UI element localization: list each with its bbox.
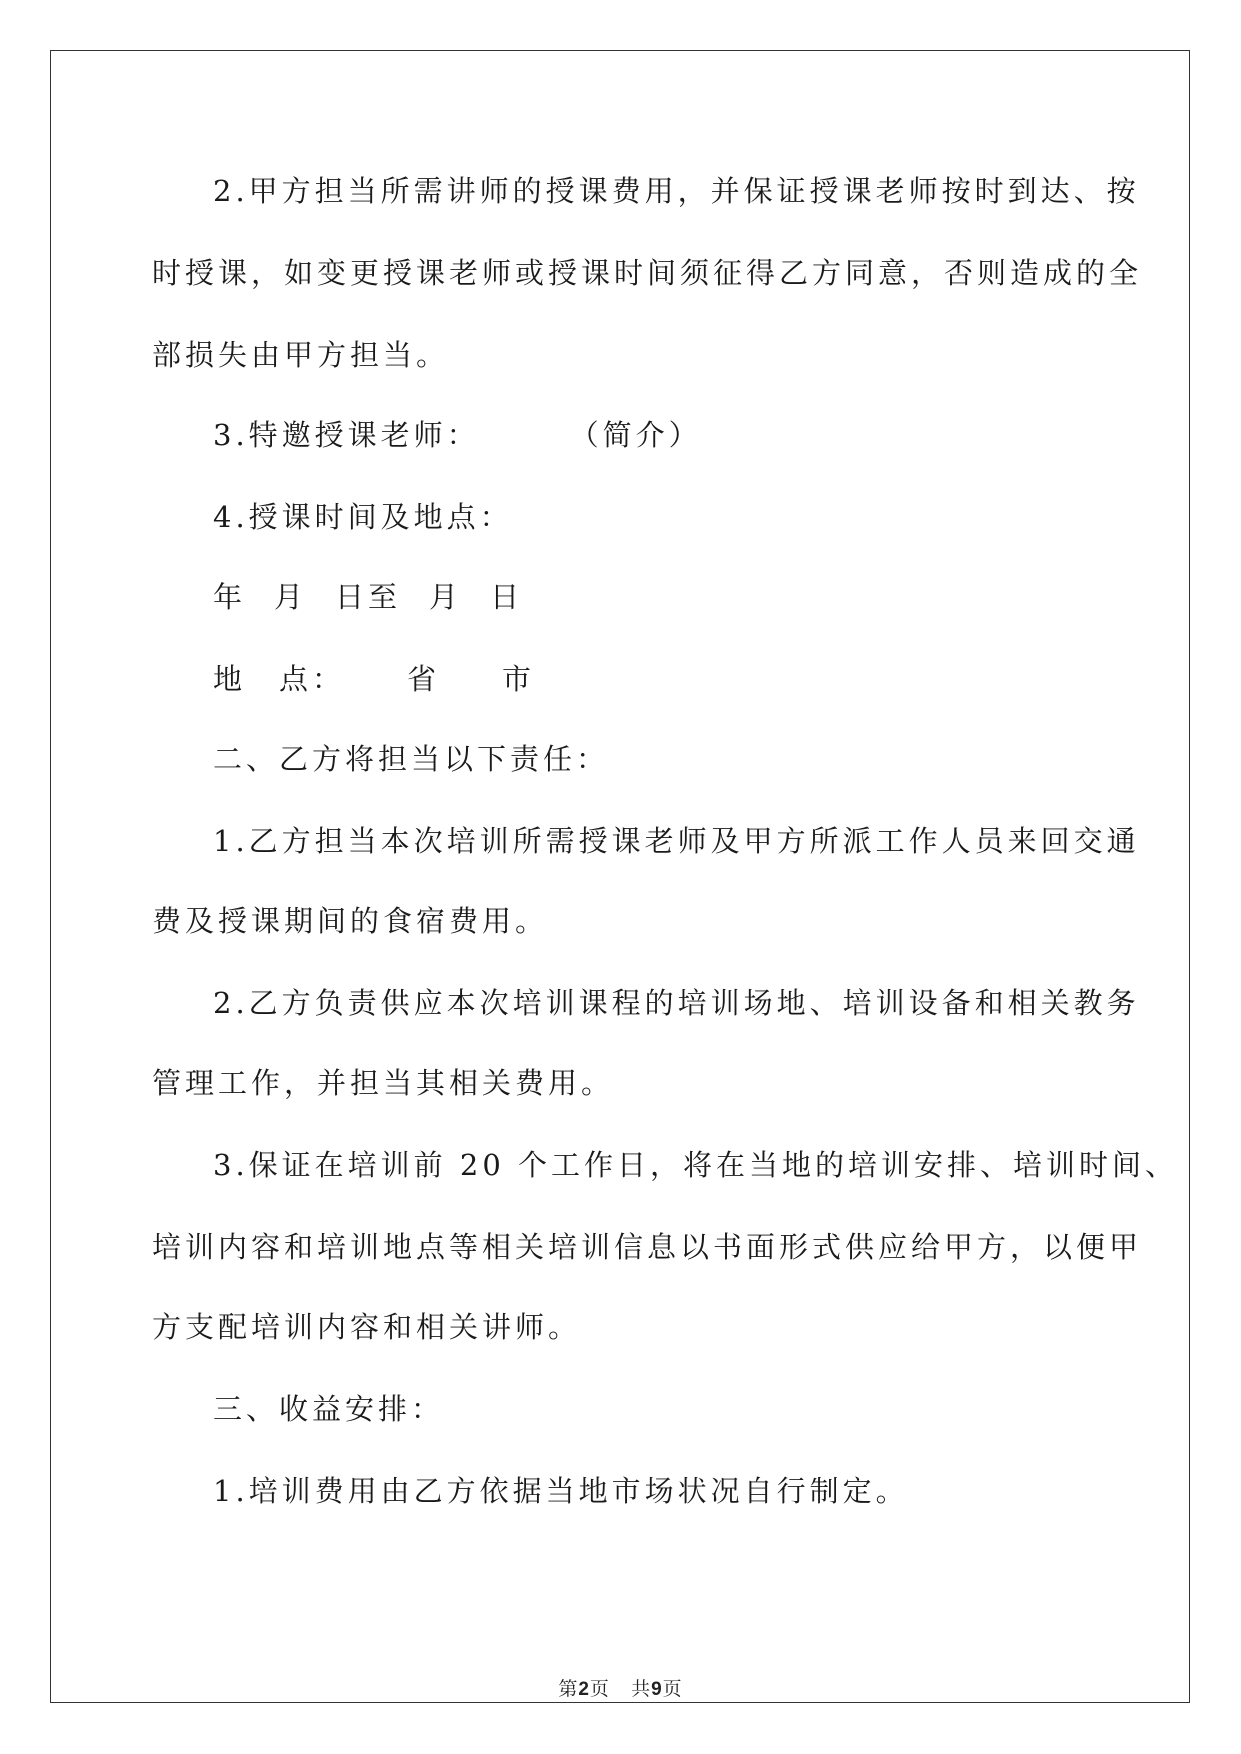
province-label: 省 [407,662,441,696]
page-number: 2 [578,1679,590,1700]
month-label: 月 [274,580,308,614]
day-to-label: 日至 [335,580,402,614]
day-label: 日 [490,580,524,614]
paragraph-line: 部损失由甲方担当。 [152,338,450,372]
paragraph-line: 1.培训费用由乙方依据当地市场状况自行制定。 [213,1474,909,1508]
location-line [213,662,535,696]
total-prefix: 共 [631,1678,652,1700]
page-footer [0,1674,1241,1701]
paragraph-line: 管理工作，并担当其相关费用。 [152,1066,615,1100]
paragraph-line [213,418,702,452]
page-suffix: 页 [589,1678,610,1700]
location-label: 地 点： [213,662,346,696]
date-line [213,580,523,614]
paragraph-line: 培训内容和培训地点等相关培训信息以书面形式供应给甲方，以便甲 [152,1230,1143,1264]
section-heading: 二、乙方将担当以下责任： [213,742,610,776]
paragraph-line: 4.授课时间及地点： [213,500,513,534]
year-label: 年 [213,580,247,614]
paragraph-line: 3.保证在培训前 20 个工作日，将在当地的培训安排、培训时间、 [213,1148,1179,1182]
city-label: 市 [502,662,536,696]
page-prefix: 第 [558,1678,579,1700]
total-pages: 9 [651,1679,663,1700]
paragraph-line: 时授课，如变更授课老师或授课时间须征得乙方同意，否则造成的全 [152,256,1143,290]
month-label: 月 [429,580,463,614]
page-border [50,50,1190,1703]
paragraph-line: 2.甲方担当所需讲师的授课费用，并保证授课老师按时到达、按 [213,174,1140,208]
paragraph-line: 2.乙方负责供应本次培训课程的培训场地、培训设备和相关教务 [213,986,1140,1020]
paragraph-line: 1.乙方担当本次培训所需授课老师及甲方所派工作人员来回交通 [213,824,1140,858]
paragraph-line: 费及授课期间的食宿费用。 [152,904,549,938]
section-heading: 三、收益安排： [213,1392,445,1426]
invited-teacher-label: 3.特邀授课老师： [213,418,480,452]
brief-intro: （简介） [569,418,702,452]
paragraph-line: 方支配培训内容和相关讲师。 [152,1310,582,1344]
total-suffix: 页 [662,1678,683,1700]
